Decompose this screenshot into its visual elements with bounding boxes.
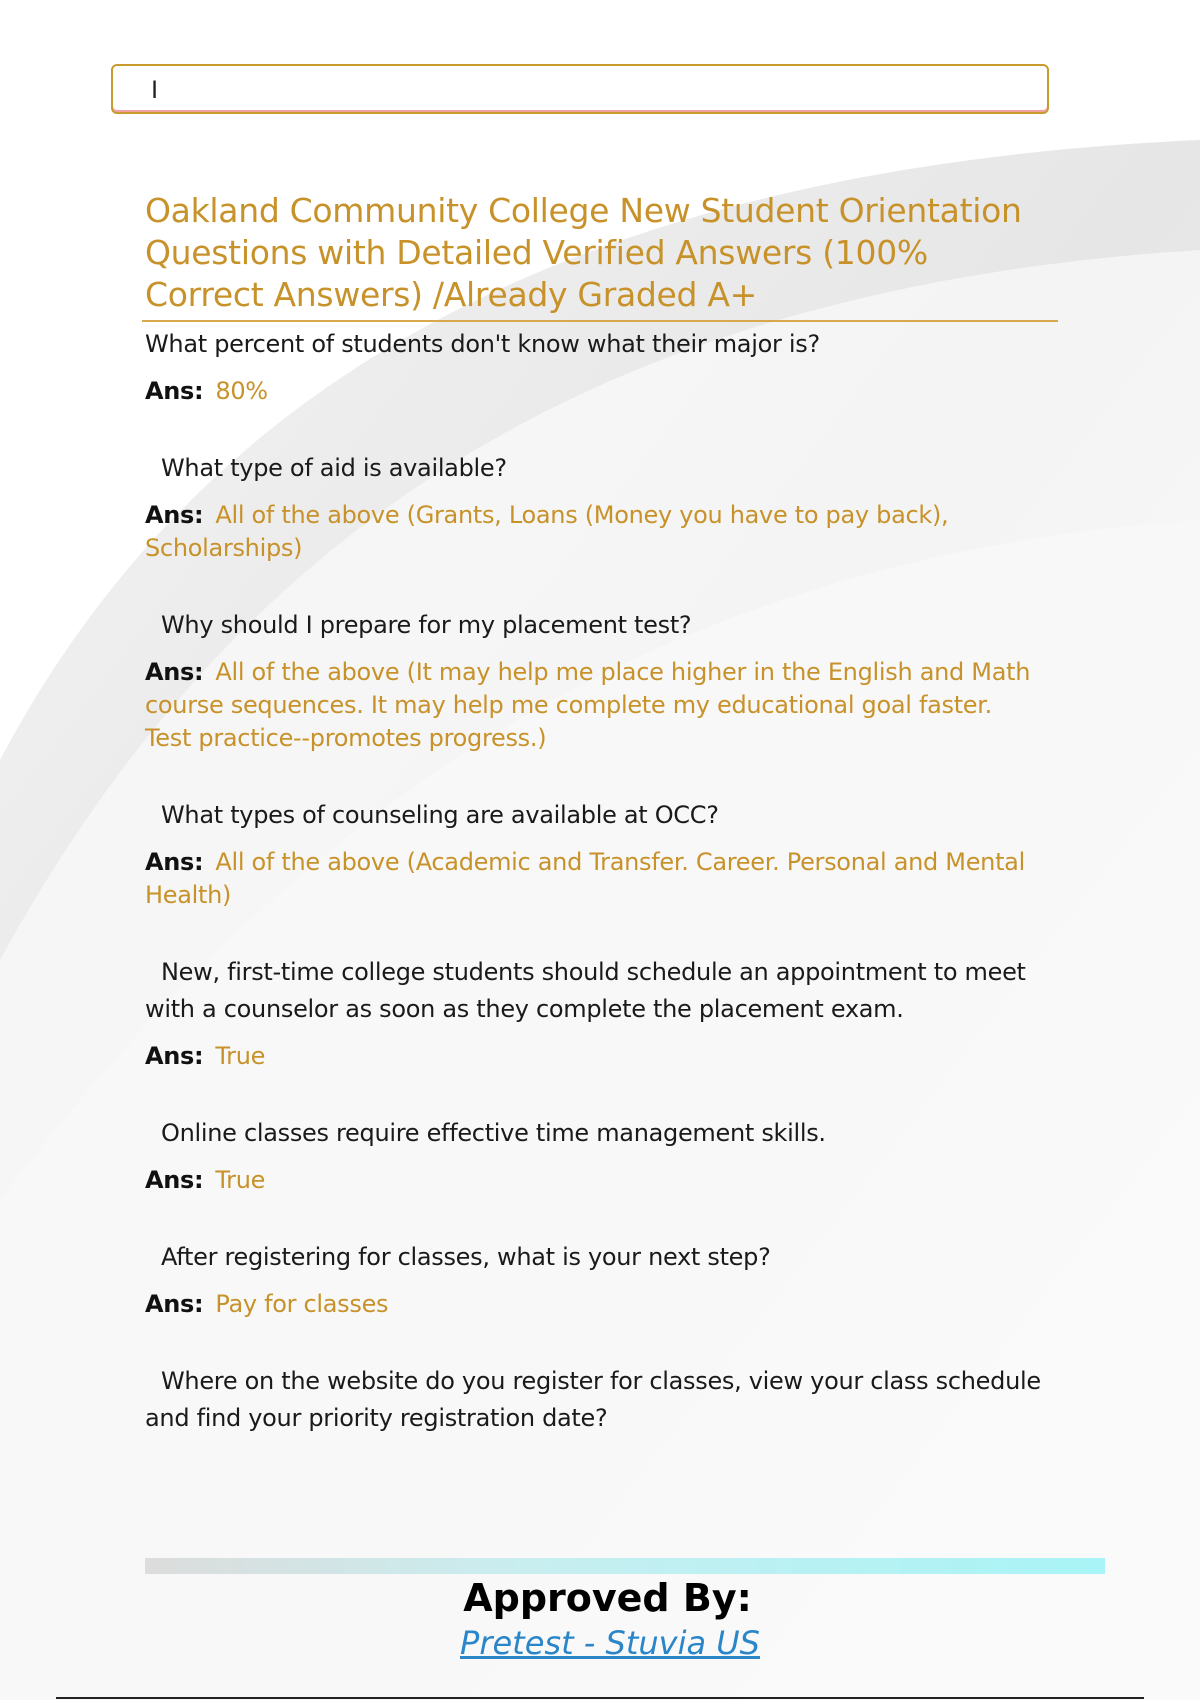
qa-list — [145, 326, 1045, 1437]
answer-label: Ans: — [145, 1290, 204, 1318]
answer-line — [145, 1164, 1045, 1197]
answer-line — [145, 1288, 1045, 1321]
answer-line — [145, 656, 1045, 755]
qa-item-5 — [145, 954, 1045, 1073]
answer-text: True — [215, 1166, 266, 1194]
question-text: New, first-time college students should schedule an appointment to meet with a counselor as soon as they complete the placement exam. — [145, 958, 1026, 1023]
answer-line — [145, 846, 1045, 912]
header-text-box[interactable] — [111, 64, 1049, 114]
question-text: What types of counseling are available at OCC? — [161, 801, 719, 829]
question-text: Why should I prepare for my placement test? — [161, 611, 692, 639]
qa-item-7 — [145, 1239, 1045, 1321]
footer-bar — [145, 1558, 1105, 1574]
answer-text: Pay for classes — [215, 1290, 389, 1318]
answer-text: All of the above (It may help me place higher in the English and Math course sequences. It may help me complete my educational goal faster. Test practice--promotes progress.) — [145, 658, 1031, 752]
question-text: Where on the website do you register for classes, view your class schedule and find your priority registration date? — [145, 1367, 1041, 1432]
bottom-divider — [56, 1697, 1144, 1699]
approver-link[interactable]: Pretest - Stuvia US — [460, 1624, 760, 1662]
answer-label: Ans: — [145, 377, 204, 405]
question-text: Online classes require effective time management skills. — [161, 1119, 826, 1147]
document-title: Oakland Community College New Student Orientation Questions with Detailed Verified Answers (100% Correct Answers) /Already Graded A+ — [145, 191, 1022, 314]
answer-label: Ans: — [145, 658, 204, 686]
title-divider — [142, 320, 1058, 322]
qa-item-2 — [145, 450, 1045, 565]
qa-item-4 — [145, 797, 1045, 912]
answer-text: All of the above (Grants, Loans (Money you have to pay back), Scholarships) — [145, 501, 949, 562]
answer-label: Ans: — [145, 1166, 204, 1194]
answer-text: 80% — [215, 377, 268, 405]
answer-line — [145, 1040, 1045, 1073]
answer-text: True — [215, 1042, 266, 1070]
answer-line — [145, 499, 1045, 565]
text-cursor: I — [151, 76, 159, 104]
qa-item-1 — [145, 326, 1045, 408]
question-text: What type of aid is available? — [161, 454, 507, 482]
answer-label: Ans: — [145, 848, 204, 876]
qa-item-6 — [145, 1115, 1045, 1197]
question-text: After registering for classes, what is your next step? — [161, 1243, 771, 1271]
qa-item-8 — [145, 1363, 1045, 1437]
answer-line — [145, 375, 1045, 408]
qa-item-3 — [145, 607, 1045, 755]
question-text: What percent of students don't know what their major is? — [145, 330, 820, 358]
answer-label: Ans: — [145, 501, 204, 529]
approved-by-label: Approved By: — [463, 1576, 752, 1620]
answer-text: All of the above (Academic and Transfer. Career. Personal and Mental Health) — [145, 848, 1025, 909]
answer-label: Ans: — [145, 1042, 204, 1070]
